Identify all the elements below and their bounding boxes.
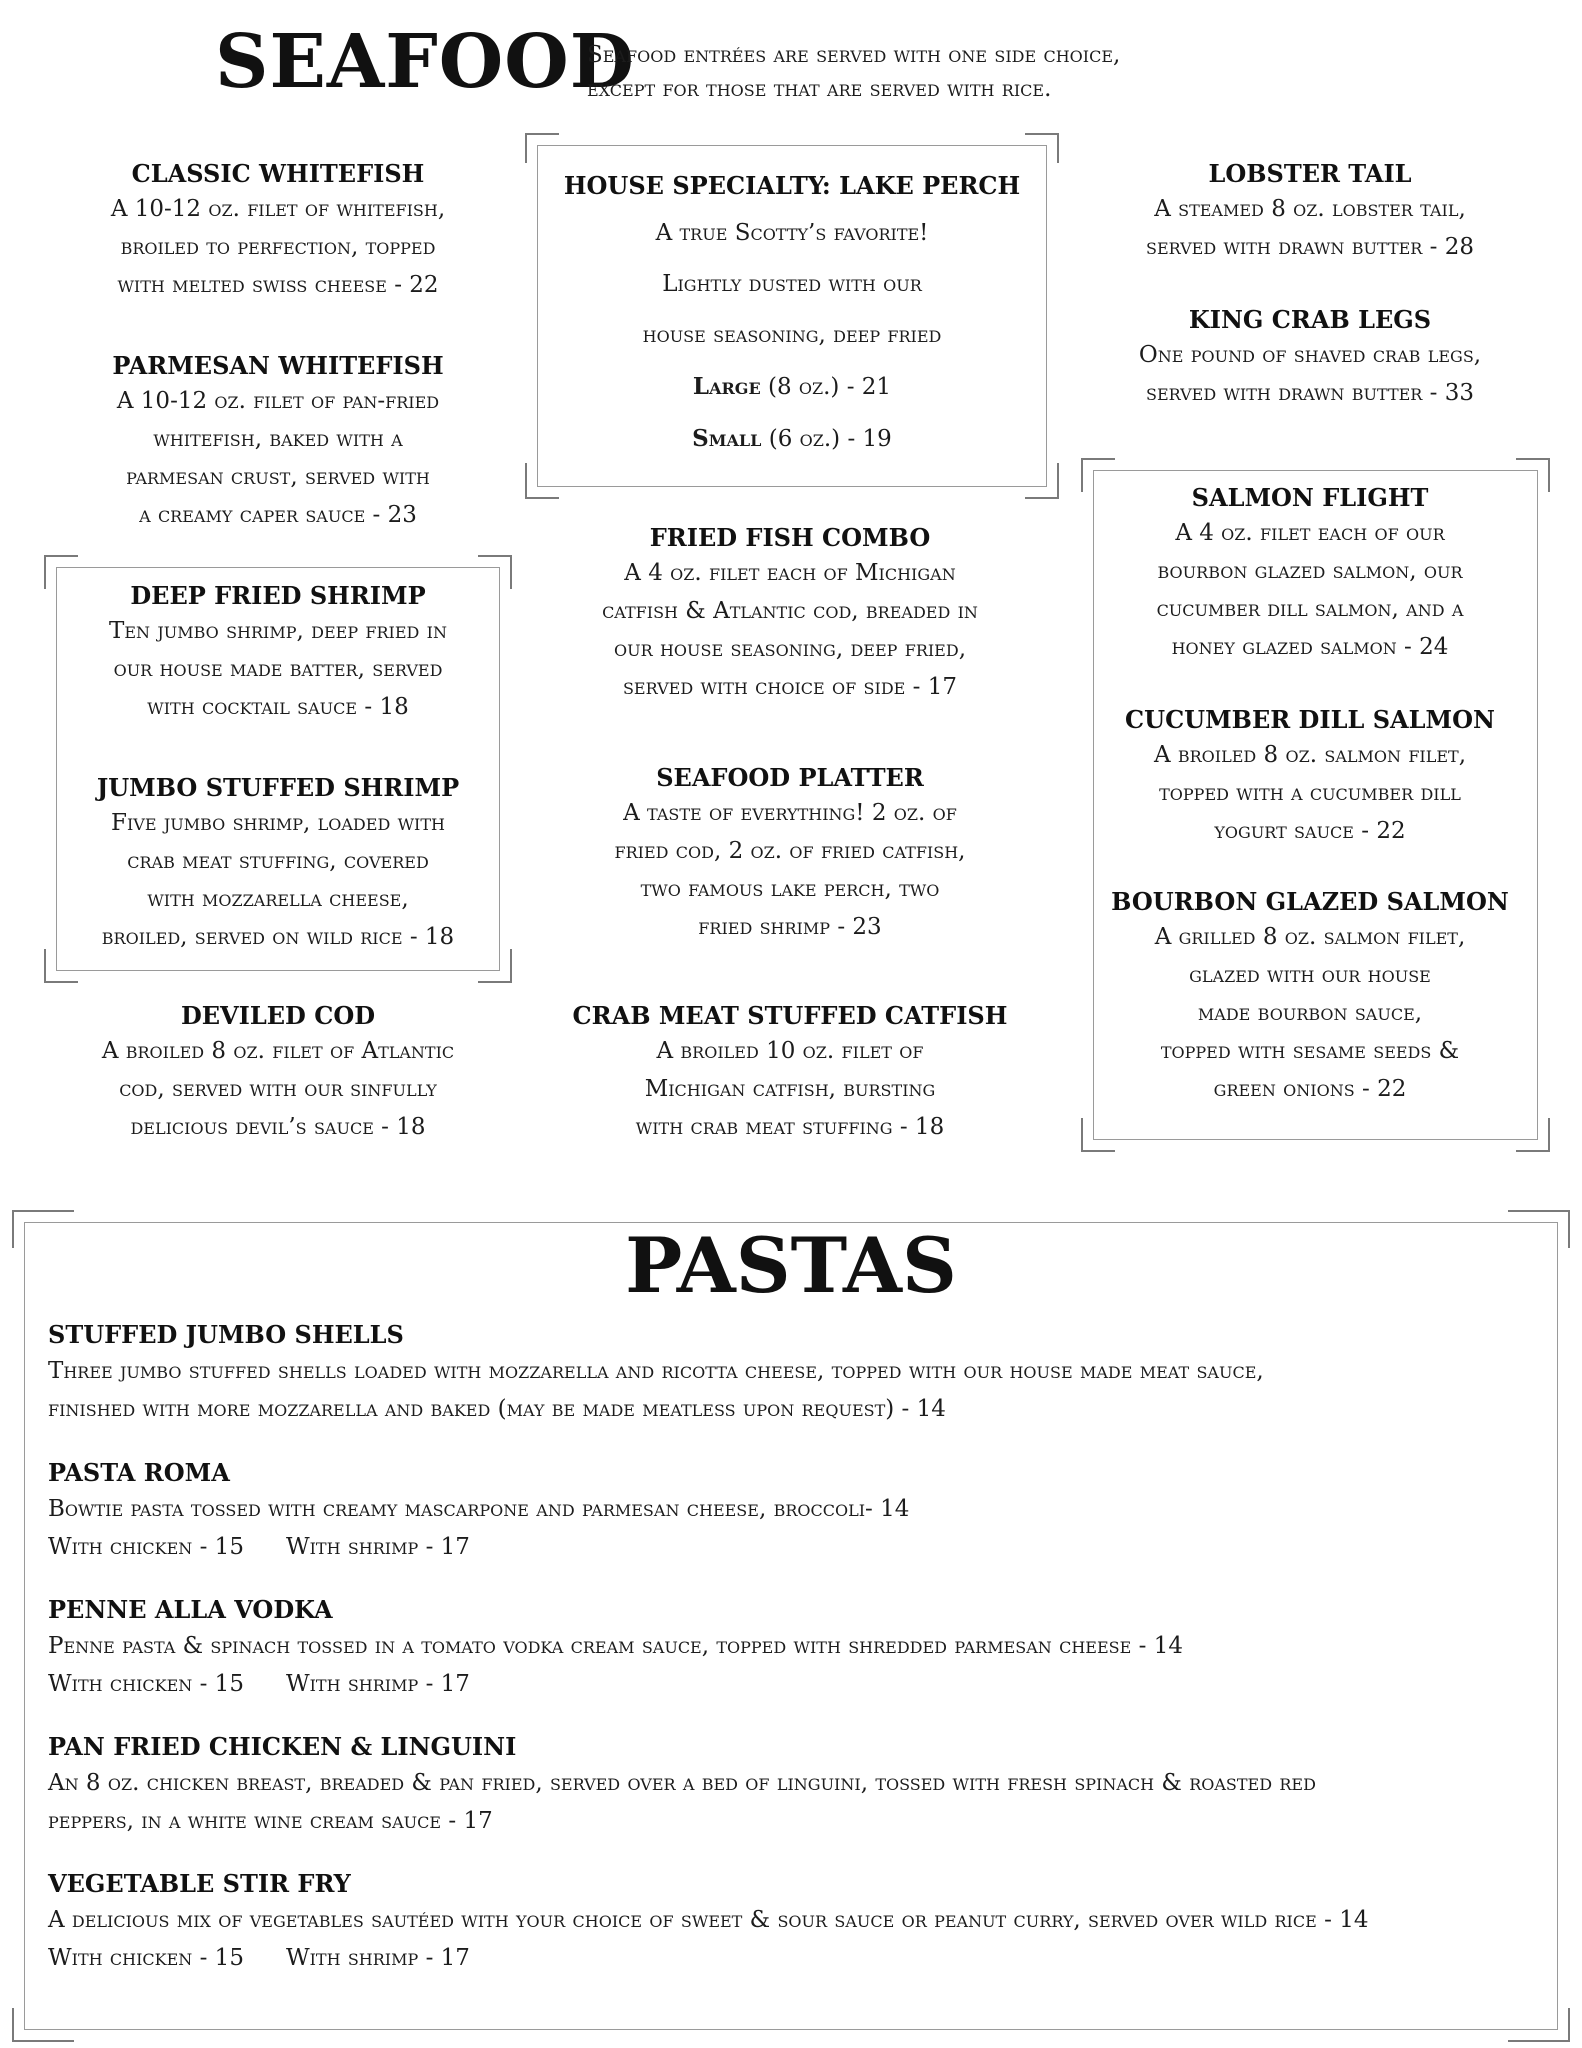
item-name: DEEP FRIED SHRIMP xyxy=(130,581,426,610)
size-price: (6 oz.) - 19 xyxy=(761,426,892,452)
item-desc-line: delicious devil’s sauce - 18 xyxy=(130,1114,426,1140)
size-label: Large xyxy=(692,373,761,400)
menu-item-crab-meat-stuffed-catfish xyxy=(540,1000,1040,1146)
item-name: VEGETABLE STIR FRY xyxy=(48,1869,351,1898)
item-desc-line: An 8 oz. chicken breast, breaded & pan fried, served over a bed of linguini, tossed with fresh spinach & roasted red xyxy=(48,1770,1316,1796)
seafood-title: SEAFOOD xyxy=(215,19,635,105)
item-desc-line: finished with more mozzarella and baked (may be made meatless upon request) - 14 xyxy=(48,1396,946,1422)
item-desc-line: A steamed 8 oz. lobster tail, xyxy=(1154,196,1466,222)
item-name: SEAFOOD PLATTER xyxy=(656,763,924,792)
menu-item-bourbon-glazed-salmon xyxy=(1090,886,1530,1108)
item-desc-line: parmesan crust, served with xyxy=(126,464,430,490)
item-desc-line: with cocktail sauce - 18 xyxy=(147,694,409,720)
option-shrimp: With shrimp - 17 xyxy=(285,1534,470,1560)
item-desc-line: served with drawn butter - 33 xyxy=(1146,380,1474,406)
item-name: DEVILED COD xyxy=(180,1001,376,1030)
seafood-note-line-2: except for those that are served with rice. xyxy=(587,76,1052,102)
item-desc-line: peppers, in a white wine cream sauce - 17 xyxy=(48,1808,493,1834)
seafood-note-line-1: Seafood entrées are served with one side choice, xyxy=(587,42,1121,68)
house-specialty-large xyxy=(540,361,1044,413)
item-desc-line: green onions - 22 xyxy=(1213,1076,1407,1102)
item-desc-line: cod, served with our sinfully xyxy=(119,1076,437,1102)
menu-item-parmesan-whitefish xyxy=(60,350,496,534)
item-desc-line: Penne pasta & spinach tossed in a tomato vodka cream sauce, topped with shredded parmesan cheese - 14 xyxy=(48,1633,1183,1659)
menu-item-fried-fish-combo xyxy=(540,522,1040,706)
option-chicken: With chicken - 15 xyxy=(48,1945,244,1971)
item-desc-line: glazed with our house xyxy=(1189,962,1431,988)
item-desc-line: fried cod, 2 oz. of fried catfish, xyxy=(614,838,966,864)
item-name: LOBSTER TAIL xyxy=(1208,159,1412,188)
item-desc-line: A taste of everything! 2 oz. of xyxy=(623,800,957,826)
item-desc-line: our house made batter, served xyxy=(113,656,443,682)
item-desc-line: whitefish, baked with a xyxy=(153,426,403,452)
item-desc-line: Bowtie pasta tossed with creamy mascarpone and parmesan cheese, broccoli- 14 xyxy=(48,1496,910,1522)
item-desc-line: A 10-12 oz. filet of whitefish, xyxy=(110,196,446,222)
item-desc-line: served with choice of side - 17 xyxy=(622,674,958,700)
menu-item-cucumber-dill-salmon xyxy=(1090,704,1530,850)
menu-item-salmon-flight xyxy=(1090,482,1530,666)
size-price: (8 oz.) - 21 xyxy=(760,374,892,400)
house-specialty-name: HOUSE SPECIALTY: LAKE PERCH xyxy=(563,171,1021,200)
item-name: PAN FRIED CHICKEN & LINGUINI xyxy=(48,1732,517,1761)
item-desc-line: honey glazed salmon - 24 xyxy=(1171,634,1449,660)
item-desc-line: our house seasoning, deep fried, xyxy=(613,636,966,662)
menu-item-deviled-cod xyxy=(60,1000,496,1146)
item-desc-line: A 4 oz. filet each of Michigan xyxy=(624,560,956,586)
item-desc-line: Five jumbo shrimp, loaded with xyxy=(111,810,445,836)
item-name: SALMON FLIGHT xyxy=(1191,483,1429,512)
item-desc-line: A broiled 10 oz. filet of xyxy=(656,1038,924,1064)
item-name: KING CRAB LEGS xyxy=(1188,305,1432,334)
item-desc-line: with crab meat stuffing - 18 xyxy=(635,1114,945,1140)
pasta-item-vegetable-stir-fry xyxy=(48,1867,1548,1977)
item-desc-line: two famous lake perch, two xyxy=(640,876,940,902)
option-chicken: With chicken - 15 xyxy=(48,1671,244,1697)
item-desc-line: Ten jumbo shrimp, deep fried in xyxy=(108,618,448,644)
item-desc-line: broiled to perfection, topped xyxy=(120,234,436,260)
item-name: CRAB MEAT STUFFED CATFISH xyxy=(572,1001,1008,1030)
item-name: JUMBO STUFFED SHRIMP xyxy=(96,773,460,802)
item-name: CLASSIC WHITEFISH xyxy=(131,159,425,188)
item-name: BOURBON GLAZED SALMON xyxy=(1111,887,1509,916)
item-desc-line: with mozzarella cheese, xyxy=(147,886,409,912)
item-desc-line: catfish & Atlantic cod, breaded in xyxy=(602,598,978,624)
item-desc-line: made bourbon sauce, xyxy=(1197,1000,1423,1026)
item-name: PASTA ROMA xyxy=(48,1458,230,1487)
item-desc-line: fried shrimp - 23 xyxy=(698,914,882,940)
item-desc-line: Michigan catfish, bursting xyxy=(644,1076,936,1102)
item-desc-line: served with drawn butter - 28 xyxy=(1146,234,1474,260)
menu-item-seafood-platter xyxy=(540,762,1040,946)
pastas-title: PASTAS xyxy=(625,1221,957,1310)
item-name: FRIED FISH COMBO xyxy=(649,523,931,552)
menu-item-classic-whitefish xyxy=(60,158,496,304)
item-desc-line: bourbon glazed salmon, our xyxy=(1157,558,1463,584)
item-options xyxy=(48,1528,1548,1566)
item-desc-line: Three jumbo stuffed shells loaded with mozzarella and ricotta cheese, topped with our house made meat sauce, xyxy=(48,1358,1264,1384)
item-desc-line: topped with a cucumber dill xyxy=(1159,780,1461,806)
item-desc-line: topped with sesame seeds & xyxy=(1160,1038,1460,1064)
size-label: Small xyxy=(692,425,762,452)
pasta-item-stuffed-jumbo-shells xyxy=(48,1318,1548,1428)
menu-item-king-crab-legs xyxy=(1090,304,1530,412)
item-desc-line: A delicious mix of vegetables sautéed with your choice of sweet & sour sauce or peanut curry, served over wild rice - 14 xyxy=(48,1907,1369,1933)
item-name: PARMESAN WHITEFISH xyxy=(112,351,444,380)
item-name: PENNE ALLA VODKA xyxy=(48,1595,333,1624)
item-desc-line: A 4 oz. filet each of our xyxy=(1175,520,1445,546)
item-desc-line: with melted swiss cheese - 22 xyxy=(117,272,439,298)
house-specialty-line: Lightly dusted with our xyxy=(662,271,922,297)
item-desc-line: A broiled 8 oz. filet of Atlantic xyxy=(101,1038,455,1064)
seafood-note xyxy=(587,38,1207,106)
house-specialty-line: house seasoning, deep fried xyxy=(642,322,942,348)
item-name: STUFFED JUMBO SHELLS xyxy=(48,1320,404,1349)
house-specialty xyxy=(540,170,1044,465)
option-shrimp: With shrimp - 17 xyxy=(285,1945,470,1971)
item-options xyxy=(48,1939,1548,1977)
house-specialty-small xyxy=(540,413,1044,465)
item-name: CUCUMBER DILL SALMON xyxy=(1125,705,1495,734)
item-options xyxy=(48,1665,1548,1703)
option-chicken: With chicken - 15 xyxy=(48,1534,244,1560)
item-desc-line: yogurt sauce - 22 xyxy=(1214,818,1406,844)
menu-item-lobster-tail xyxy=(1090,158,1530,266)
item-desc-line: One pound of shaved crab legs, xyxy=(1138,342,1482,368)
item-desc-line: crab meat stuffing, covered xyxy=(127,848,429,874)
pasta-item-pan-fried-chicken-linguini xyxy=(48,1730,1548,1840)
item-desc-line: broiled, served on wild rice - 18 xyxy=(101,924,455,950)
item-desc-line: A 10-12 oz. filet of pan-fried xyxy=(116,388,440,414)
item-desc-line: A broiled 8 oz. salmon filet, xyxy=(1153,742,1467,768)
pasta-item-pasta-roma xyxy=(48,1456,1548,1566)
option-shrimp: With shrimp - 17 xyxy=(285,1671,470,1697)
item-desc-line: cucumber dill salmon, and a xyxy=(1156,596,1464,622)
house-specialty-line: A true Scotty’s favorite! xyxy=(655,220,929,246)
menu-item-deep-fried-shrimp xyxy=(60,580,496,726)
pasta-item-penne-alla-vodka xyxy=(48,1593,1548,1703)
menu-item-jumbo-stuffed-shrimp xyxy=(60,772,496,956)
item-desc-line: A grilled 8 oz. salmon filet, xyxy=(1154,924,1466,950)
item-desc-line: a creamy caper sauce - 23 xyxy=(139,502,417,528)
